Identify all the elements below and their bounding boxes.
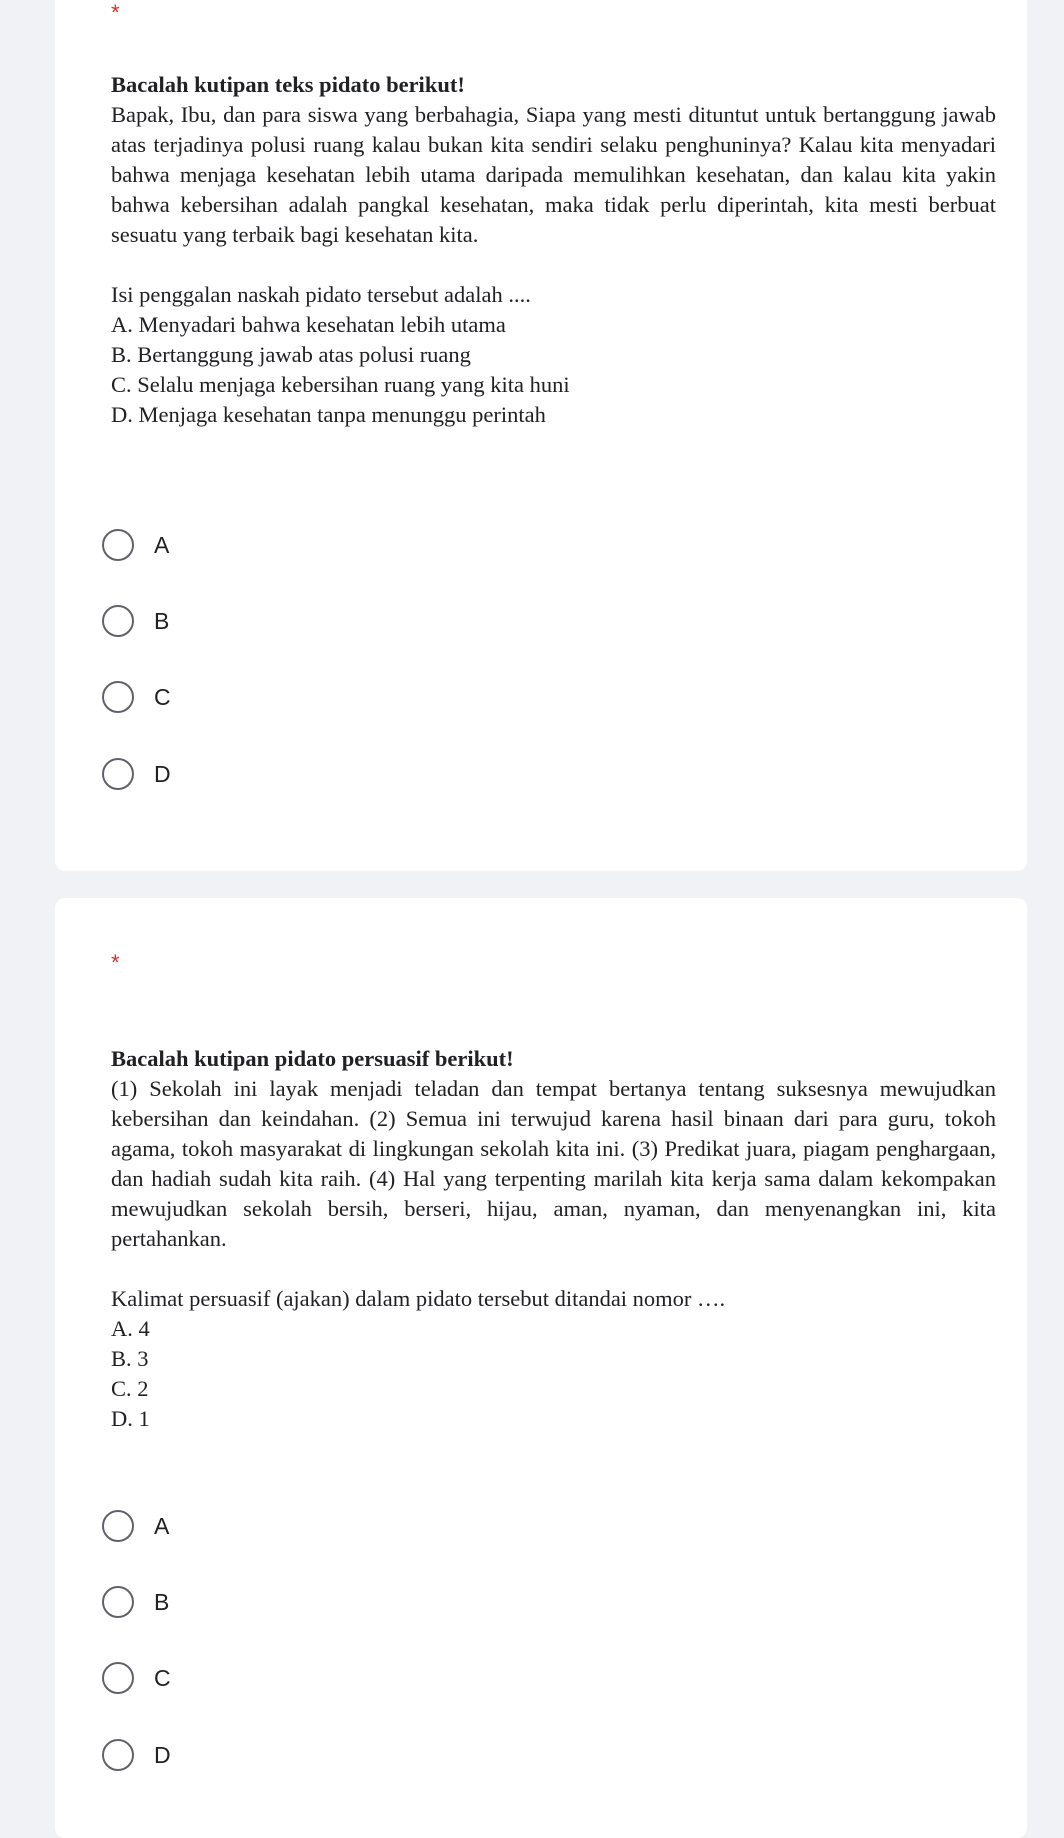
radio-choice-d[interactable]: [102, 750, 502, 798]
question-text-block: [111, 1044, 996, 1434]
radio-button[interactable]: [102, 758, 134, 790]
radio-button[interactable]: [102, 1510, 134, 1542]
radio-button[interactable]: [102, 1739, 134, 1771]
question-prompt: Kalimat persuasif (ajakan) dalam pidato tersebut ditandai nomor ….: [111, 1286, 726, 1311]
answer-option-list: [111, 310, 996, 430]
radio-button[interactable]: [102, 529, 134, 561]
answer-option-text: D. Menjaga kesehatan tanpa menunggu perintah: [111, 402, 546, 427]
radio-button[interactable]: [102, 681, 134, 713]
radio-choice-label: B: [154, 607, 170, 634]
answer-option-text: A. Menyadari bahwa kesehatan lebih utama: [111, 312, 506, 337]
radio-choice-label: A: [154, 1512, 170, 1539]
required-asterisk: *: [111, 950, 120, 975]
radio-choice-label: C: [154, 1664, 171, 1691]
question-title: Bacalah kutipan teks pidato berikut!: [111, 72, 465, 97]
radio-choice-label: A: [154, 531, 170, 558]
radio-choice-b[interactable]: [102, 1578, 502, 1626]
radio-choice-c[interactable]: [102, 1654, 502, 1702]
radio-choice-a[interactable]: [102, 1502, 502, 1550]
radio-choice-label: D: [154, 1741, 171, 1768]
question-passage: (1) Sekolah ini layak menjadi teladan dan tempat bertanya tentang suksesnya mewujudkan kebersihan dan keindahan. (2) Semua ini terwujud karena hasil binaan dari para guru, tokoh agama, tokoh masyarakat di lingkungan sekolah kita ini. (3) Predikat juara, piagam penghargaan, dan hadiah sudah kita raih. (4) Hal yang terpenting marilah kita kerja sama dalam kekompakan mewujudkan sekolah bersih, berseri, hijau, aman, nyaman, dan menyenangkan ini, kita pertahankan.: [111, 1076, 996, 1251]
question-title: Bacalah kutipan pidato persuasif berikut!: [111, 1046, 514, 1071]
question-card-2: [55, 898, 1027, 1838]
answer-option-text: B. 3: [111, 1346, 149, 1371]
question-text-block: [111, 70, 996, 430]
required-asterisk: *: [111, 0, 120, 25]
radio-choice-label: C: [154, 683, 171, 710]
answer-option-text: C. Selalu menjaga kebersihan ruang yang kita huni: [111, 372, 570, 397]
answer-option-text: C. 2: [111, 1376, 149, 1401]
radio-button[interactable]: [102, 1662, 134, 1694]
answer-option-text: D. 1: [111, 1406, 150, 1431]
question-passage: Bapak, Ibu, dan para siswa yang berbahagia, Siapa yang mesti dituntut untuk bertanggung jawab atas terjadinya polusi ruang kalau bukan kita sendiri selaku penghuninya? Kalau kita menyadari bahwa menjaga kesehatan lebih utama daripada memulihkan kesehatan, dan kalau kita yakin bahwa kebersihan adalah pangkal kesehatan, maka tidak perlu diperintah, kita mesti berbuat sesuatu yang terbaik bagi kesehatan kita.: [111, 102, 996, 247]
answer-option-text: A. 4: [111, 1316, 150, 1341]
radio-choice-b[interactable]: [102, 597, 502, 645]
answer-option-text: B. Bertanggung jawab atas polusi ruang: [111, 342, 471, 367]
radio-button[interactable]: [102, 605, 134, 637]
radio-choice-c[interactable]: [102, 673, 502, 721]
radio-choice-label: B: [154, 1588, 170, 1615]
radio-choice-label: D: [154, 760, 171, 787]
question-card-1: [55, 0, 1027, 871]
radio-button[interactable]: [102, 1586, 134, 1618]
radio-choice-a[interactable]: [102, 521, 502, 569]
answer-option-list: [111, 1314, 996, 1434]
radio-choice-d[interactable]: [102, 1731, 502, 1779]
question-prompt: Isi penggalan naskah pidato tersebut adalah ....: [111, 282, 531, 307]
